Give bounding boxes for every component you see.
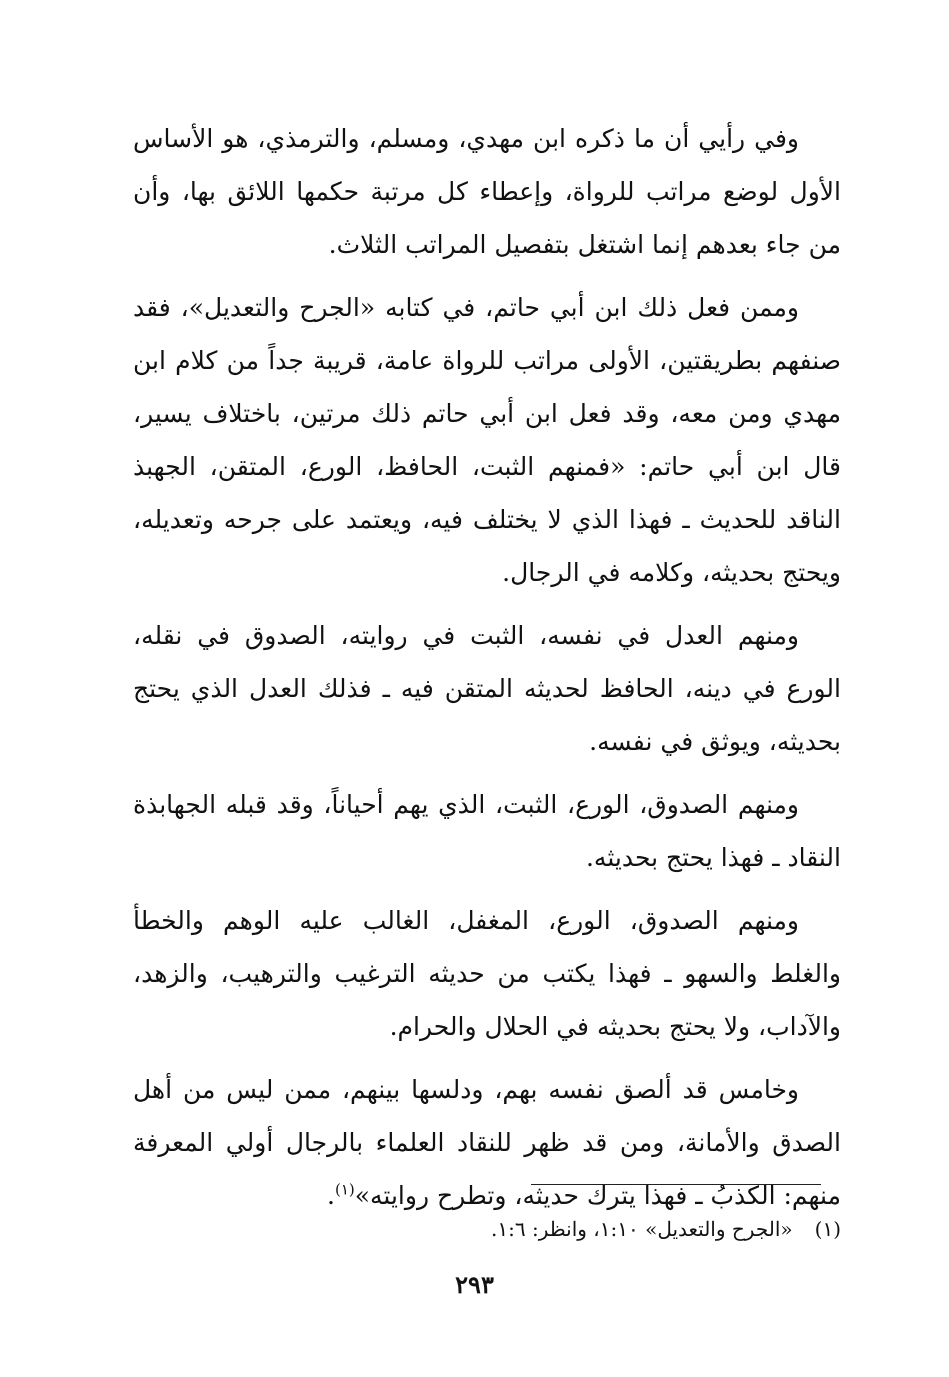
footnote-reference[interactable]: (١) [334, 1180, 355, 1199]
footnote-text: «الجرح والتعديل» ١:١٠، وانظر: ١:٦. [491, 1217, 793, 1241]
paragraph-1 [133, 112, 841, 271]
page-body [133, 112, 841, 1232]
paragraph-2-text: وممن فعل ذلك ابن أبي حاتم، في كتابه «الجرح والتعديل»، فقد صنفهم بطريقتين، الأولى مراتب للرواة عامة، قريبة جداً من كلام ابن مهدي ومن معه، وقد فعل ابن أبي حاتم ذلك مرتين، باختلاف يسير، قال ابن أبي حاتم: «فمنهم الثبت، الحافظ، الورع، المتقن، الجهبذ الناقد للحديث ـ فهذا الذي لا يختلف فيه، ويعتمد على جرحه وتعديله، ويحتج بحديثه، وكلامه في الرجال. [133, 293, 841, 587]
paragraph-4-text: ومنهم الصدوق، الورع، الثبت، الذي يهم أحياناً، وقد قبله الجهابذة النقاد ـ فهذا يحتج بحديثه. [133, 790, 841, 872]
footnote-divider [531, 1184, 821, 1185]
paragraph-6 [133, 1063, 841, 1222]
paragraph-5 [133, 894, 841, 1053]
footnote [133, 1214, 841, 1244]
paragraph-3-text: ومنهم العدل في نفسه، الثبت في روايته، الصدوق في نقله، الورع في دينه، الحافظ لحديثه المتقن فيه ـ فذلك العدل الذي يحتج بحديثه، ويوثق في نفسه. [133, 621, 841, 756]
footnote-number: (١) [814, 1217, 841, 1241]
paragraph-5-text: ومنهم الصدوق، الورع، المغفل، الغالب عليه الوهم والخطأ والغلط والسهو ـ فهذا يكتب من حديثه الترغيب والترهيب، والزهد، والآداب، ولا يحتج بحديثه في الحلال والحرام. [133, 906, 841, 1041]
paragraph-6-text: وخامس قد ألصق نفسه بهم، ودلسها بينهم، ممن ليس من أهل الصدق والأمانة، ومن قد ظهر للنقاد العلماء بالرجال أولي المعرفة منهم: الكذبُ ـ فهذا يترك حديثه، وتطرح روايته» [133, 1075, 841, 1210]
paragraph-2 [133, 281, 841, 599]
paragraph-1-text: وفي رأيي أن ما ذكره ابن مهدي، ومسلم، والترمذي، هو الأساس الأول لوضع مراتب للرواة، وإعطاء كل مرتبة حكمها اللائق بها، وأن من جاء بعدهم إنما اشتغل بتفصيل المراتب الثلاث. [133, 124, 841, 259]
paragraph-3 [133, 609, 841, 768]
paragraph-6-period: . [327, 1181, 335, 1210]
paragraph-4 [133, 778, 841, 884]
page-number: ٢٩٣ [455, 1270, 494, 1299]
